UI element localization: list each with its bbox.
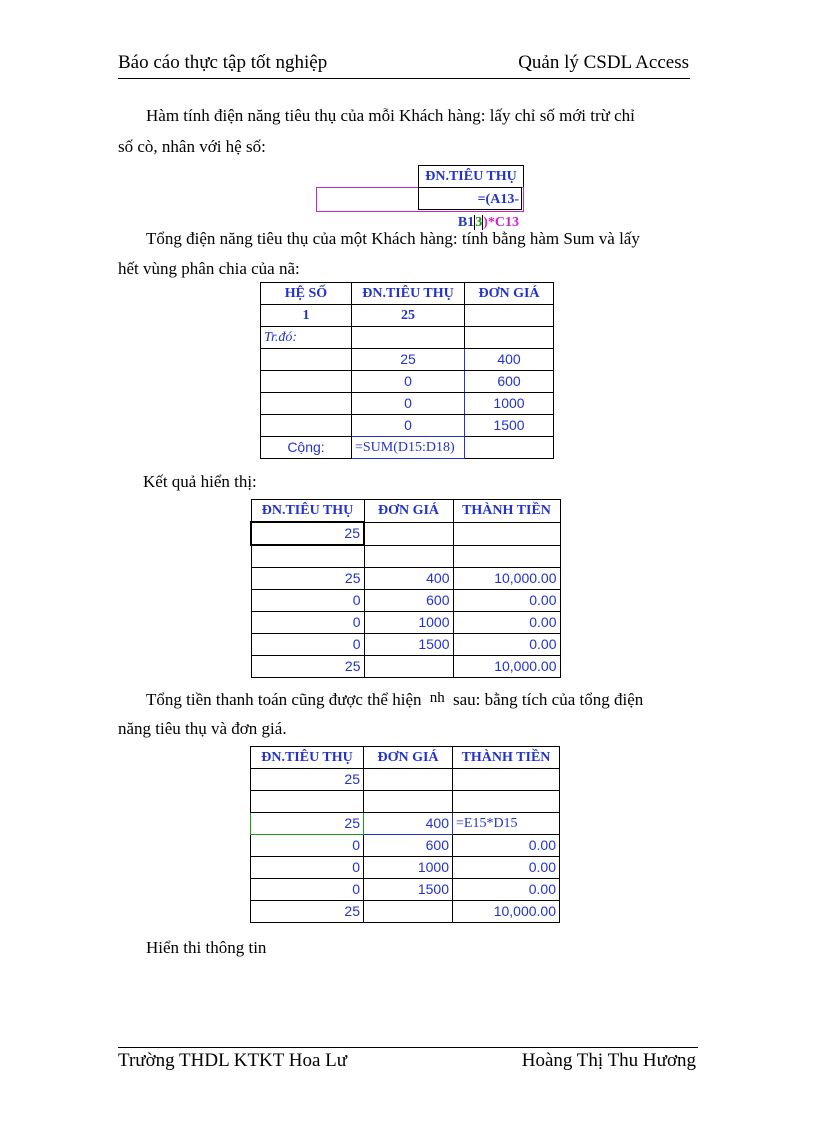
table-row: ĐN.TIÊU THỤ ĐƠN GIÁ THÀNH TIỀN [251,500,560,523]
table-row: HỆ SỐ ĐN.TIÊU THỤ ĐƠN GIÁ [261,283,554,305]
table-row: 0 1500 [261,415,554,437]
table-row: 25 10,000.00 [251,901,560,923]
header-rule [118,78,690,79]
para4-line2: năng tiêu thụ và đơn giá. [118,719,287,738]
formula1-header: ĐN.TIÊU THỤ [418,165,524,188]
header-left: Báo cáo thực tập tốt nghiệp [118,52,328,73]
header-right: Quản lý CSDL Access [518,52,689,73]
table-row: 0 600 0.00 [251,590,560,612]
table-row [251,545,560,568]
footer-left: Trường THDL KTKT Hoa Lư [118,1050,348,1071]
para1-line1: Hàm tính điện năng tiêu thụ của mỗi Khách hàng: lấy chỉ số mới trừ chỉ [146,106,635,125]
para4-line1: Tổng tiền thanh toán cũng được thể hiện nh sau: bằng tích của tổng điện [146,690,644,709]
table2 [250,499,561,678]
table-row: 0 1500 0.00 [251,879,560,901]
table-row: 25 [251,522,560,545]
table-row: 25 400 [261,349,554,371]
table-row: 25 400 10,000.00 [251,568,560,590]
table-row: ĐN.TIÊU THỤ ĐƠN GIÁ THÀNH TIỀN [251,747,560,769]
table-row: 0 600 [261,371,554,393]
footer-rule [118,1047,698,1048]
para1-line2: số cò, nhân với hệ số: [118,137,266,156]
table-row: 0 1000 0.00 [251,857,560,879]
table-row: 25 [251,769,560,791]
table-row: Tr.đó: [261,327,554,349]
footer-right: Hoàng Thị Thu Hương [521,1050,696,1071]
para5: Hiển thi thông tin [146,938,267,957]
table-row: 0 600 0.00 [251,835,560,857]
table1 [260,282,554,459]
formula1-cell: =(A13-B13)*C13 [418,187,522,210]
table-row: 0 1500 0.00 [251,634,560,656]
table-row: 25 400 =E15*D15 [251,813,560,835]
table-row [251,791,560,813]
formula1-snippet [316,165,526,230]
table-row: 25 10,000.00 [251,656,560,678]
para2-line1: Tổng điện năng tiêu thụ của một Khách hàng: tính bằng hàm Sum và lấy [146,229,640,248]
table-row: 0 1000 0.00 [251,612,560,634]
table-row: Cộng: =SUM(D15:D18) [261,437,554,459]
para3: Kết quả hiển thị: [143,472,257,491]
table-row: 0 1000 [261,393,554,415]
table3 [250,746,560,923]
para2-line2: hết vùng phân chia của nã: [118,259,300,278]
table-row: 1 25 [261,305,554,327]
